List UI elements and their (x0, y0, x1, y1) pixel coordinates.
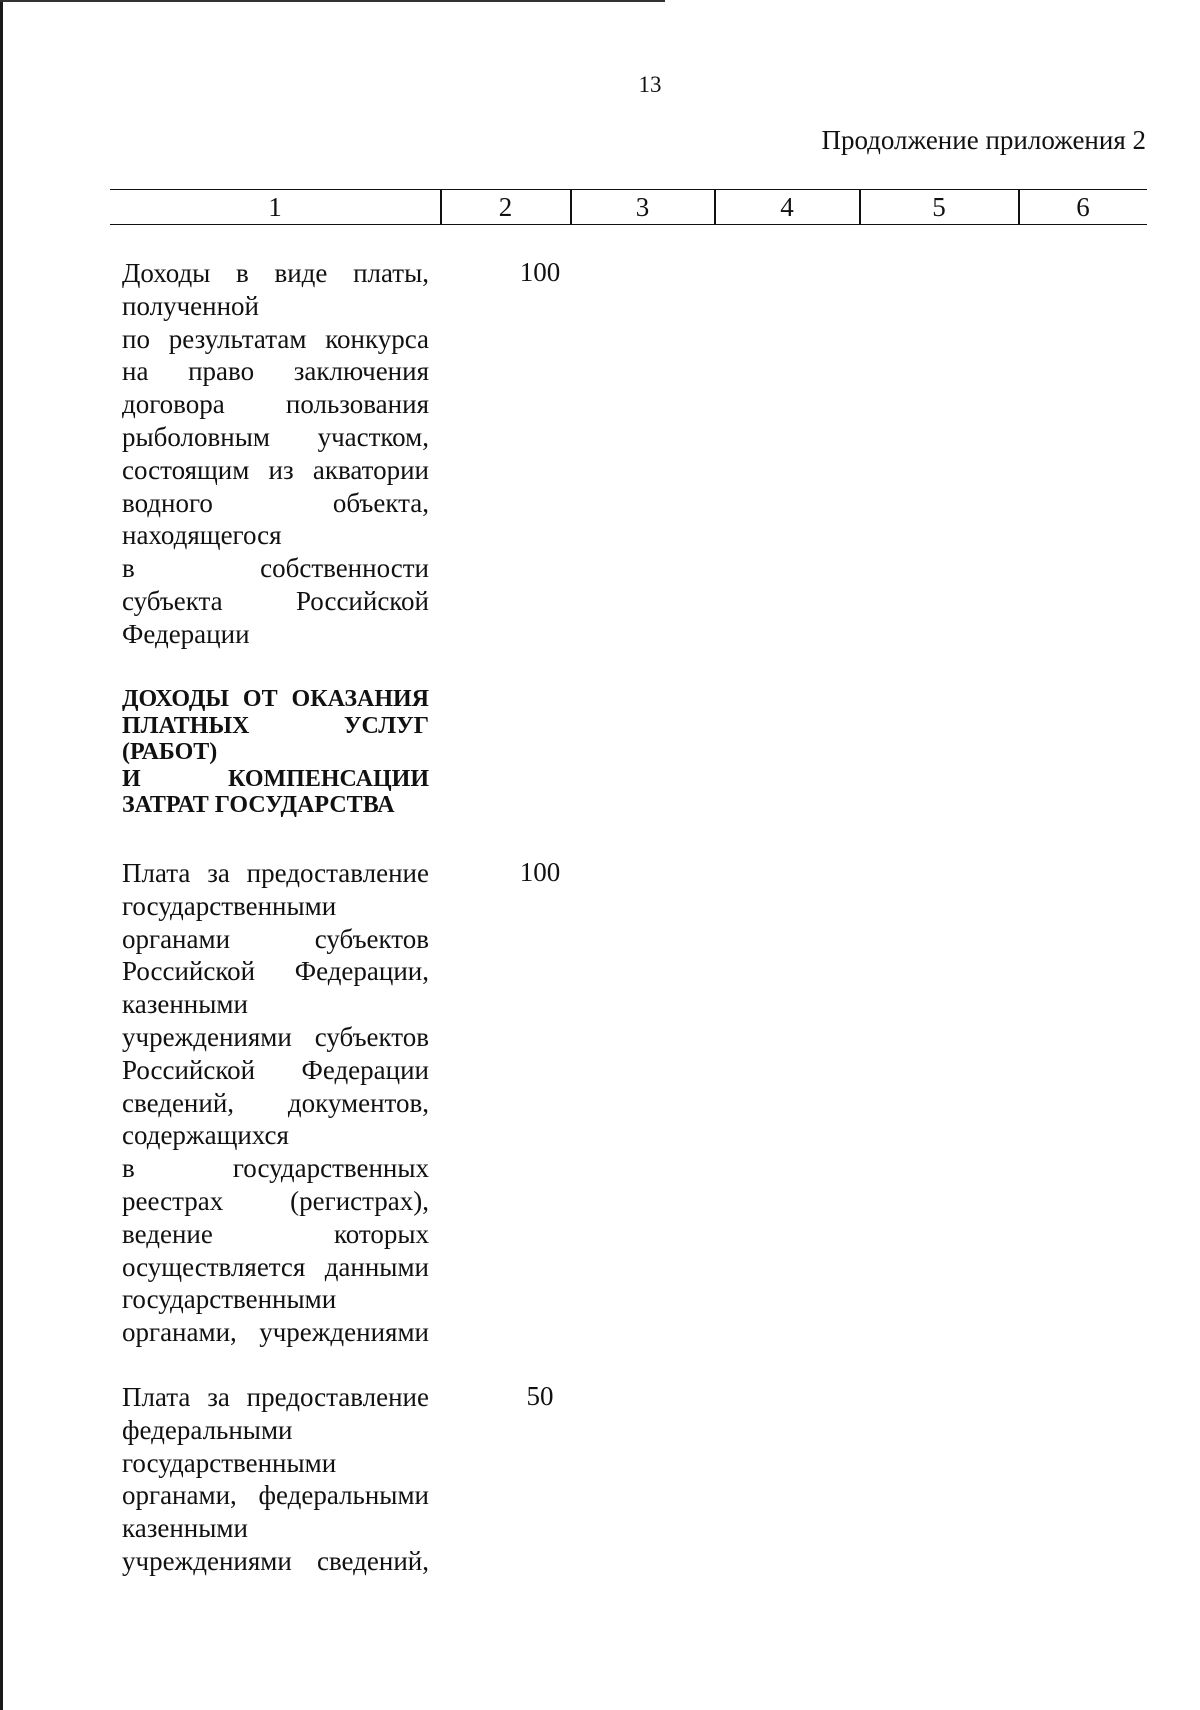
text-line: осуществляется данными (122, 1251, 429, 1282)
column-number-3: 3 (635, 192, 650, 222)
text-line: казенными (122, 1513, 248, 1544)
text-line: учреждениями субъектов (122, 1021, 429, 1052)
text-line: федеральными (122, 1414, 293, 1445)
income-entry-text (122, 257, 429, 651)
text-line: состоящим из акватории (122, 454, 429, 485)
income-entry-text (122, 1381, 429, 1578)
text-line: субъекта Российской (122, 585, 429, 616)
text-line: государственными (122, 890, 337, 921)
text-line: Плата за предоставление (122, 1382, 429, 1412)
column-number-5: 5 (932, 192, 946, 222)
text-line: водного объекта, (122, 487, 429, 518)
text-line: сведений, документов, (122, 1087, 429, 1118)
text-line: рыболовным участком, (122, 421, 429, 452)
text-line: (РАБОТ) (122, 739, 218, 765)
table-column-header (110, 189, 1147, 225)
income-entry-value: 100 (519, 257, 561, 287)
text-line: органами, учреждениями (122, 1317, 429, 1348)
column-number-4: 4 (780, 192, 794, 222)
page-number: 13 (638, 72, 662, 97)
text-line: договора пользования (122, 389, 429, 420)
appendix-continuation-note: Продолжение приложения 2 (821, 125, 1146, 155)
text-line: государственными (122, 1447, 337, 1478)
text-line: находящегося (122, 520, 282, 551)
text-line: органами субъектов (122, 923, 429, 954)
income-entry-text (122, 857, 429, 1349)
text-line: содержащихся (122, 1120, 289, 1151)
text-line: учреждениями сведений, (122, 1545, 429, 1576)
income-entry-value: 100 (519, 857, 561, 887)
text-line: ПЛАТНЫХ УСЛУГ (122, 712, 429, 739)
text-line: по результатам конкурса (122, 323, 429, 354)
text-line: ЗАТРАТ ГОСУДАРСТВА (122, 792, 395, 818)
text-line: Доходы в виде платы, (122, 258, 429, 288)
text-line: государственными (122, 1284, 337, 1315)
text-line: И КОМПЕНСАЦИИ (122, 765, 429, 792)
text-line: ведение которых (122, 1218, 429, 1249)
column-number-2: 2 (498, 192, 513, 222)
text-line: на право заключения (122, 356, 429, 387)
column-number-1: 1 (268, 192, 282, 222)
text-line: в собственности (122, 553, 429, 584)
column-number-6: 6 (1076, 192, 1090, 222)
text-line: полученной (122, 290, 259, 321)
text-line: в государственных (122, 1153, 429, 1184)
scan-left-edge (0, 0, 3, 1710)
text-line: казенными (122, 989, 248, 1020)
text-line: Федерации (122, 618, 250, 649)
text-line: реестрах (регистрах), (122, 1185, 429, 1216)
text-line: ДОХОДЫ ОТ ОКАЗАНИЯ (122, 686, 429, 712)
text-line: Российской Федерации, (122, 956, 429, 987)
section-heading (122, 686, 429, 819)
text-line: Плата за предоставление (122, 858, 429, 888)
scan-top-edge (0, 0, 665, 2)
text-line: Российской Федерации (122, 1054, 429, 1085)
text-line: органами, федеральными (122, 1480, 429, 1511)
income-entry-value: 50 (526, 1381, 554, 1411)
